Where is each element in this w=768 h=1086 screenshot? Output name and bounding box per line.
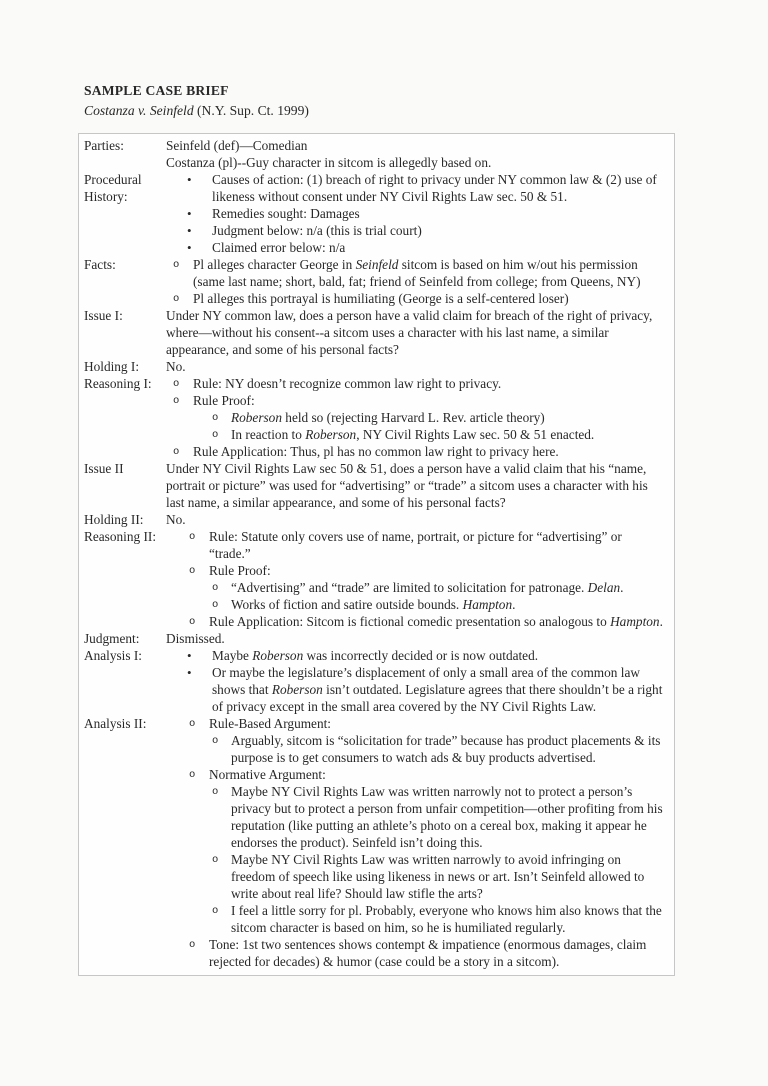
bullet-item [166,239,666,256]
text-run: . [512,597,516,612]
text-run: In reaction to [231,427,306,442]
row-label: Procedural History: [84,172,142,204]
row-content [166,171,674,256]
text-run: Roberson [252,648,304,663]
text-run: . [659,614,663,629]
brief-row [79,511,674,528]
bullet-item [166,732,666,766]
row-content [166,137,674,171]
paragraph [166,154,666,171]
text-run: Rule Proof: [209,563,271,578]
text-run: Under NY common law, does a person have a valid claim for breach of the right of privacy, where—without his consent--a sitcom uses a character with his last name, a similar appearance, and some of his personal facts? [166,308,653,357]
text-run: Judgment below: n/a (this is trial court) [212,223,422,238]
bullet-item [166,375,666,392]
bullet-item [166,783,666,851]
brief-row [79,358,674,375]
text-run: Remedies sought: Damages [212,206,360,221]
bullet-item [166,426,666,443]
paragraph [166,358,666,375]
bullet-item [166,205,666,222]
text-run: Pl alleges character George in [193,257,356,272]
row-content [166,358,674,375]
row-content [166,528,674,630]
text-run: Rule Proof: [193,393,255,408]
bullet-item [166,392,666,409]
text-run: sitcom is based on him w/out his permission (same last name; short, bald, fat; friend of Seinfeld from college; from Queens, NY) [193,257,641,289]
text-run: Works of fiction and satire outside bounds. [231,597,463,612]
bullet-item [166,766,666,783]
paragraph [166,307,666,358]
case-brief-table [78,133,675,976]
row-content [166,307,674,358]
text-run: . [620,580,624,595]
row-label: Analysis I: [84,648,142,663]
bullet-item [166,936,666,970]
bullet-item [166,256,666,290]
brief-row [79,528,674,630]
row-label: Issue I: [84,308,123,323]
row-content [166,460,674,511]
text-run: was incorrectly decided or is now outdated. [303,648,539,663]
case-brief-rows [79,137,674,970]
row-content [166,715,674,970]
text-run: Maybe NY Civil Rights Law was written narrowly not to protect a person’s privacy but to protect a person from unfair competition—other profiting from his reputation (like putting an athlete’s photo on a cereal box, making it appear he endorses the product). Seinfeld isn’t doing this. [231,784,663,850]
bullet-item [166,171,666,205]
brief-row [79,171,674,256]
bullet-item [166,613,666,630]
row-label: Analysis II: [84,716,147,731]
bullet-item [166,715,666,732]
bullet-item [166,647,666,664]
row-label: Reasoning I: [84,376,152,391]
brief-row [79,375,674,460]
bullet-item [166,443,666,460]
text-run: Rule Application: Thus, pl has no common law right to privacy here. [193,444,559,459]
text-run: Causes of action: (1) breach of right to privacy under NY common law & (2) use of likeness without consent under NY Civil Rights Law sec. 50 & 51. [212,172,657,204]
text-run: Claimed error below: n/a [212,240,346,255]
text-run: Under NY Civil Rights Law sec 50 & 51, does a person have a valid claim that his “name, portrait or picture” was used for “advertising” or “trade” a sitcom uses a character with his last name, a similar appearance, and some of his personal facts? [166,461,648,510]
text-run: held so (rejecting Harvard L. Rev. article theory) [281,410,545,425]
text-run: Rule: NY doesn’t recognize common law right to privacy. [193,376,502,391]
document-subtitle [84,101,309,120]
text-run: Hampton [462,597,513,612]
text-run: Or maybe the legislature’s displacement of only a small area of the common law shows that [212,665,640,697]
text-run: Costanza (pl)--Guy character in sitcom is allegedly based on. [166,155,492,170]
row-content [166,630,674,647]
row-label: Judgment: [84,631,140,646]
text-run: Dismissed. [166,631,225,646]
text-run: Maybe NY Civil Rights Law was written narrowly to avoid infringing on freedom of speech like using likeness in news or art. Isn’t Seinfeld allowed to write about real life? Should law stifle the arts? [231,852,645,901]
brief-row [79,460,674,511]
row-label: Facts: [84,257,116,272]
text-run: No. [166,359,186,374]
row-content [166,256,674,307]
bullet-item [166,579,666,596]
text-run: “Advertising” and “trade” are limited to solicitation for patronage. [231,580,588,595]
case-citation: (N.Y. Sup. Ct. 1999) [193,103,309,118]
bullet-item [166,664,666,715]
bullet-item [166,902,666,936]
text-run: , NY Civil Rights Law sec. 50 & 51 enacted. [356,427,595,442]
paragraph [166,137,666,154]
bullet-item [166,562,666,579]
text-run: Maybe [212,648,253,663]
bullet-item [166,528,666,562]
paragraph [166,511,666,528]
row-label: Reasoning II: [84,529,157,544]
case-name: Costanza v. Seinfeld [84,103,194,118]
paragraph [166,460,666,511]
text-run: Roberson [231,410,282,425]
text-run: Roberson [305,427,357,442]
bullet-item [166,409,666,426]
text-run: Normative Argument: [209,767,326,782]
text-run: Roberson [271,682,323,697]
bullet-item [166,290,666,307]
text-run: Arguably, sitcom is “solicitation for trade” because has product placements & its purpose is to get consumers to watch ads & buy products advertised. [231,733,661,765]
bullet-item [166,222,666,239]
row-label: Holding II: [84,512,144,527]
text-run: Rule Application: Sitcom is fictional comedic presentation so analogous to [209,614,611,629]
paragraph [166,630,666,647]
text-run: No. [166,512,186,527]
text-run: Seinfeld (def)—Comedian [166,138,308,153]
text-run: I feel a little sorry for pl. Probably, everyone who knows him also knows that the sitcom character is based on him, so he is humiliated regularly. [231,903,662,935]
document-title: SAMPLE CASE BRIEF [84,83,229,98]
bullet-item [166,596,666,613]
brief-row [79,256,674,307]
text-run: Delan [587,580,621,595]
bullet-item [166,851,666,902]
row-label: Holding I: [84,359,140,374]
row-content [166,375,674,460]
document-header [84,81,309,120]
row-label: Issue II [84,461,124,476]
brief-row [79,647,674,715]
text-run: Rule: Statute only covers use of name, portrait, or picture for “advertising” or “trade.” [209,529,622,561]
brief-row [79,715,674,970]
text-run: Pl alleges this portrayal is humiliating (George is a self-centered loser) [193,291,569,306]
row-content [166,511,674,528]
text-run: isn’t outdated. Legislature agrees that there shouldn’t be a right of privacy except in the small area covered by the NY Civil Rights Law. [212,682,663,714]
text-run: Rule-Based Argument: [209,716,331,731]
brief-row [79,307,674,358]
brief-row [79,630,674,647]
brief-row [79,137,674,171]
text-run: Seinfeld [355,257,399,272]
text-run: Hampton [610,614,660,629]
row-content [166,647,674,715]
row-label: Parties: [84,138,124,153]
text-run: Tone: 1st two sentences shows contempt & impatience (enormous damages, claim rejected for decades) & humor (case could be a story in a sitcom). [209,937,647,969]
